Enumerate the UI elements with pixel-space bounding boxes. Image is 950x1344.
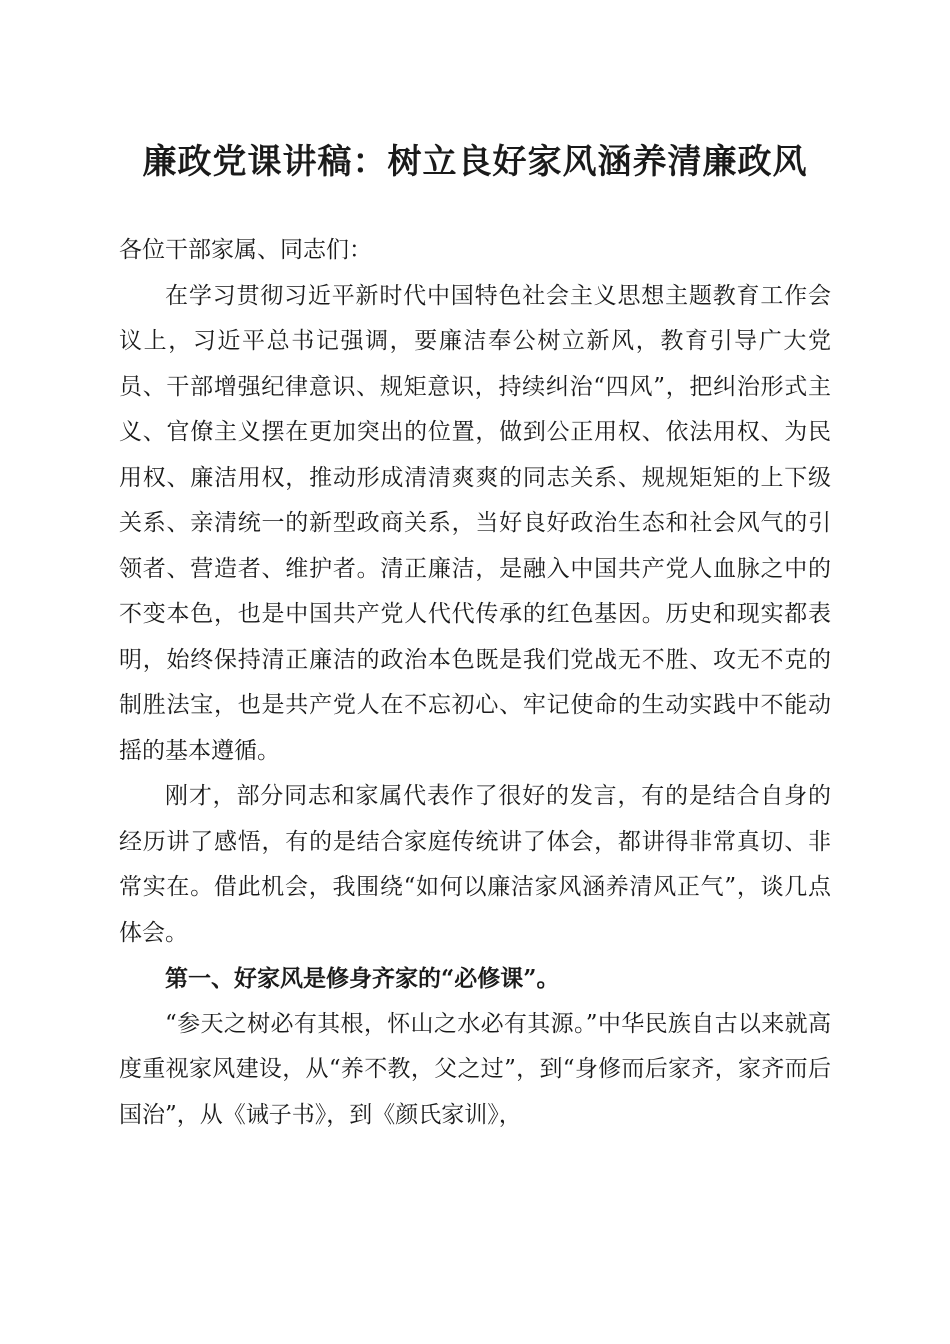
section-heading: 第一、好家风是修身齐家的“必修课”。 bbox=[165, 965, 560, 992]
body-paragraph: 在学习贯彻习近平新时代中国特色社会主义思想主题教育工作会议上，习近平总书记强调，要廉洁奉公树立新风，教育引导广大党员、干部增强纪律意识、规矩意识，持续纠治“四风”，把纠治形式主义、官僚主义摆在更加突出的位置，做到公正用权、依法用权、为民用权、廉洁用权，推动形成清清爽爽的同志关系、规规矩矩的上下级关系、亲清统一的新型政商关系，当好良好政治生态和社会风气的引领者、营造者、维护者。清正廉洁，是融入中国共产党人血脉之中的不变本色，也是中国共产党人代代传承的红色基因。历史和现实都表明，始终保持清正廉洁的政治本色既是我们党战无不胜、攻无不克的制胜法宝，也是共产党人在不忘初心、牢记使命的生动实践中不能动摇的基本遵循。 bbox=[119, 282, 831, 764]
salutation: 各位干部家属、同志们： bbox=[119, 237, 372, 263]
document-title: 廉政党课讲稿：树立良好家风涵养清廉政风 bbox=[142, 142, 808, 182]
body-paragraph: 刚才，部分同志和家属代表作了很好的发言，有的是结合自身的经历讲了感悟，有的是结合家庭传统讲了体会，都讲得非常真切、非常实在。借此机会，我围绕“如何以廉洁家风涵养清风正气”，谈几点体会。 bbox=[119, 783, 831, 946]
body-paragraph: “参天之树必有其根，怀山之水必有其源。”中华民族自古以来就高度重视家风建设，从“养不教，父之过”，到“身修而后家齐，家齐而后国治”，从《诫子书》，到《颜氏家训》， bbox=[119, 1010, 831, 1128]
document-body bbox=[119, 228, 831, 1138]
